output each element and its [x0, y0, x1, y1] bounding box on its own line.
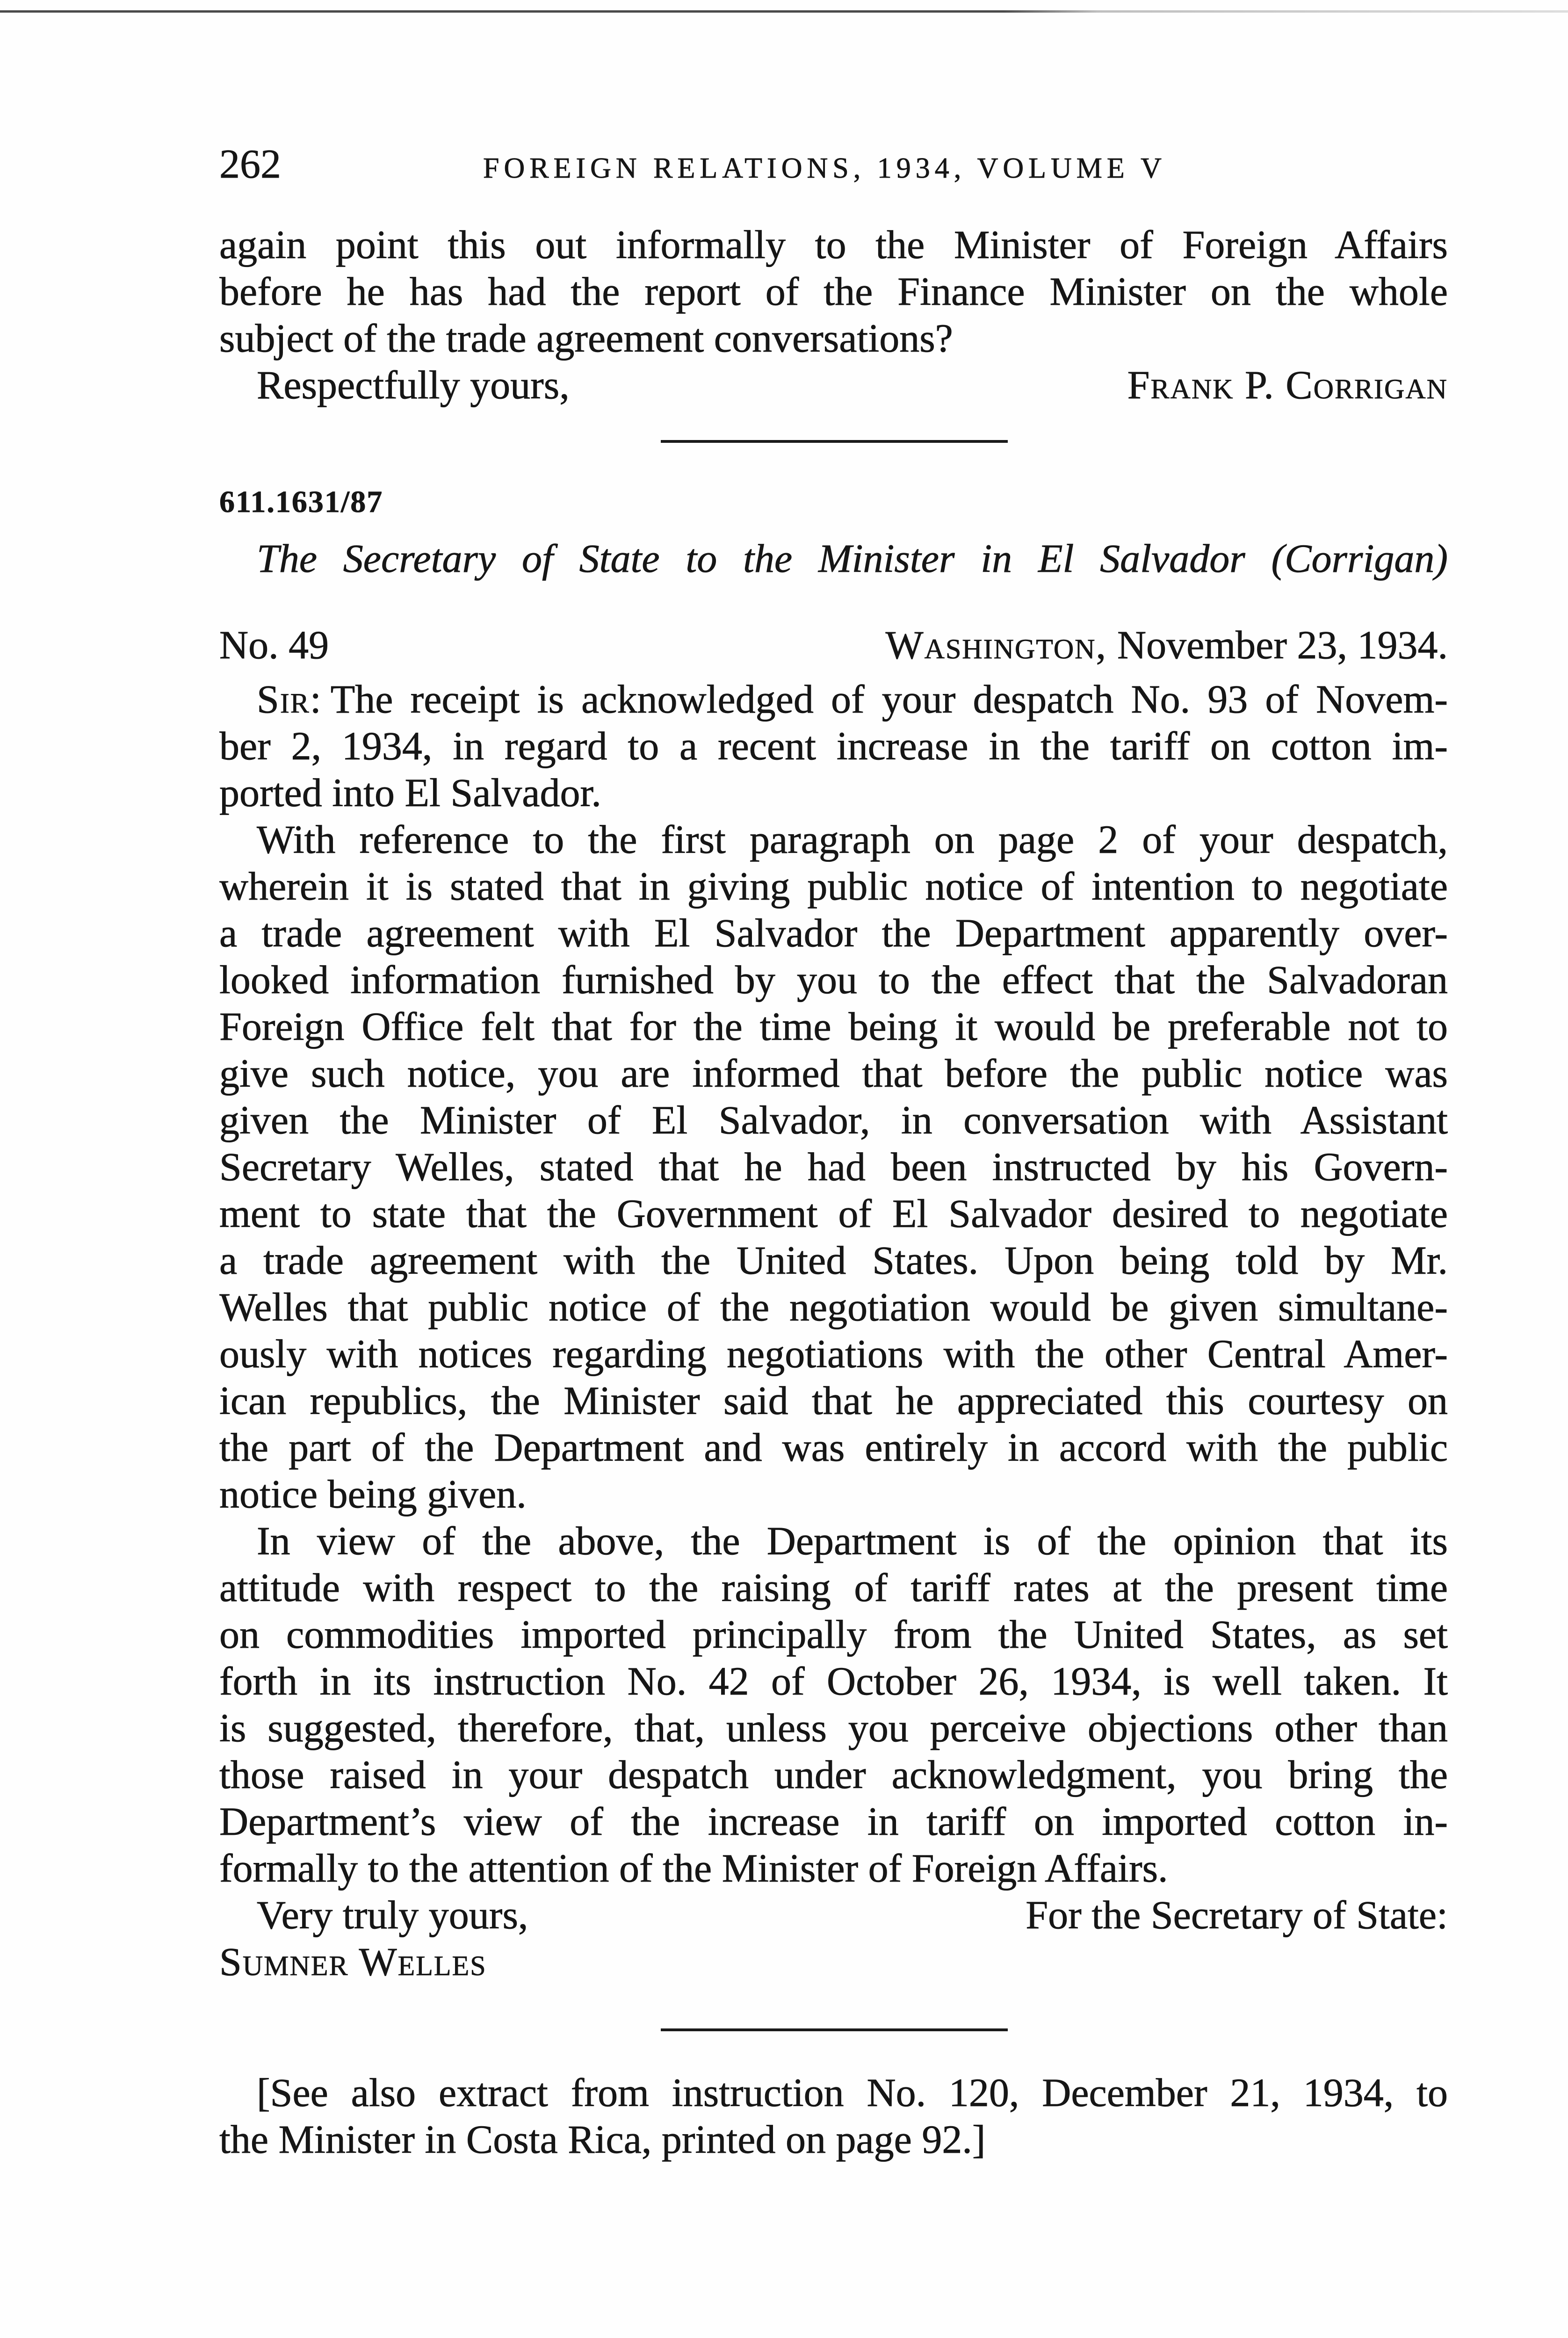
text-line: looked information furnished by you to the effect that the Salvadoran: [219, 957, 1448, 1002]
text-line: notice being given.: [219, 1472, 527, 1516]
running-title: FOREIGN RELATIONS, 1934, VOLUME V: [483, 152, 1166, 184]
page-number: 262: [219, 142, 281, 187]
text-line: Foreign Office felt that for the time being it would be preferable not to: [219, 1004, 1448, 1049]
scan-edge-line: [0, 10, 1568, 13]
text-line: Department’s view of the increase in tariff on imported cotton in-: [219, 1799, 1448, 1844]
date: November 23, 1934.: [1117, 622, 1448, 667]
signature: Sumner Welles: [219, 1939, 487, 1984]
text-line: again point this out informally to the Minister of Foreign Affairs: [219, 222, 1448, 267]
text-line: is suggested, therefore, that, unless you perceive objections other than: [219, 1705, 1448, 1750]
text-line: attitude with respect to the raising of tariff rates at the present time: [219, 1565, 1448, 1610]
text-line: subject of the trade agreement conversations?: [219, 316, 953, 361]
text-line: give such notice, you are informed that before the public notice was: [219, 1051, 1448, 1096]
text-line: With reference to the first paragraph on page 2 of your despatch,: [257, 817, 1448, 862]
text-line: before he has had the report of the Finance Minister on the whole: [219, 269, 1448, 314]
text-line: [219, 676, 1448, 722]
document-title: The Secretary of State to the Minister in El Salvador (Corrigan): [257, 536, 1448, 581]
section-divider: [661, 2028, 1008, 2031]
text-line: In view of the above, the Department is of the opinion that its: [257, 1518, 1448, 1563]
signature: Frank P. Corrigan: [1127, 362, 1448, 407]
text-line: ported into El Salvador.: [219, 770, 601, 815]
text-line: Secretary Welles, stated that he had been instructed by his Govern-: [219, 1144, 1448, 1189]
document-title-block: [219, 535, 1448, 582]
running-header: [219, 141, 1448, 188]
document-number: No. 49: [219, 622, 329, 667]
text-line: ment to state that the Government of El Salvador desired to negotiate: [219, 1191, 1448, 1236]
place: Washington,: [885, 622, 1107, 667]
text-line: the Minister in Costa Rica, printed on page 92.]: [219, 2117, 986, 2162]
text-line: Welles that public notice of the negotiation would be given simultane-: [219, 1284, 1448, 1329]
editorial-note: [219, 2069, 1448, 2163]
file-number: 611.1631/87: [219, 485, 383, 519]
dateline: [219, 621, 1448, 668]
text-line: given the Minister of El Salvador, in conversation with Assistant: [219, 1097, 1448, 1142]
dateline-row: [219, 621, 1448, 668]
text-line: [See also extract from instruction No. 120, December 21, 1934, to: [257, 2070, 1448, 2115]
text-line-content: The receipt is acknowledged of your despatch No. 93 of Novem-: [330, 677, 1448, 722]
complimentary-close: Very truly yours,: [257, 1892, 528, 1937]
signature-line: [219, 1938, 1448, 1985]
document-body: [219, 676, 1448, 1985]
signature-for: For the Secretary of State:: [1026, 1892, 1448, 1937]
text-line: a trade agreement with El Salvador the Department apparently over-: [219, 910, 1448, 955]
text-line: forth in its instruction No. 42 of October 26, 1934, is well taken. It: [219, 1659, 1448, 1703]
text-line: a trade agreement with the United States. Upon being told by Mr.: [219, 1238, 1448, 1283]
previous-closing-row: [219, 361, 1448, 408]
text-line: on commodities imported principally from the United States, as set: [219, 1612, 1448, 1657]
text-line: wherein it is stated that in giving public notice of intention to negotiate: [219, 864, 1448, 909]
text-line: ber 2, 1934, in regard to a recent increase in the tariff on cotton im-: [219, 723, 1448, 768]
text-line: the part of the Department and was entirely in accord with the public: [219, 1425, 1448, 1470]
place-and-date: [885, 621, 1448, 668]
previous-document-ending: [219, 221, 1448, 408]
salutation: Sir:: [257, 677, 322, 722]
closing-row: [219, 1891, 1448, 1938]
text-line: ican republics, the Minister said that he appreciated this courtesy on: [219, 1378, 1448, 1423]
section-divider: [661, 440, 1008, 443]
text-line: those raised in your despatch under acknowledgment, you bring the: [219, 1752, 1448, 1797]
text-line: formally to the attention of the Minister of Foreign Affairs.: [219, 1846, 1168, 1891]
text-line: ously with notices regarding negotiations with the other Central Amer-: [219, 1331, 1448, 1376]
complimentary-close: Respectfully yours,: [257, 362, 570, 407]
